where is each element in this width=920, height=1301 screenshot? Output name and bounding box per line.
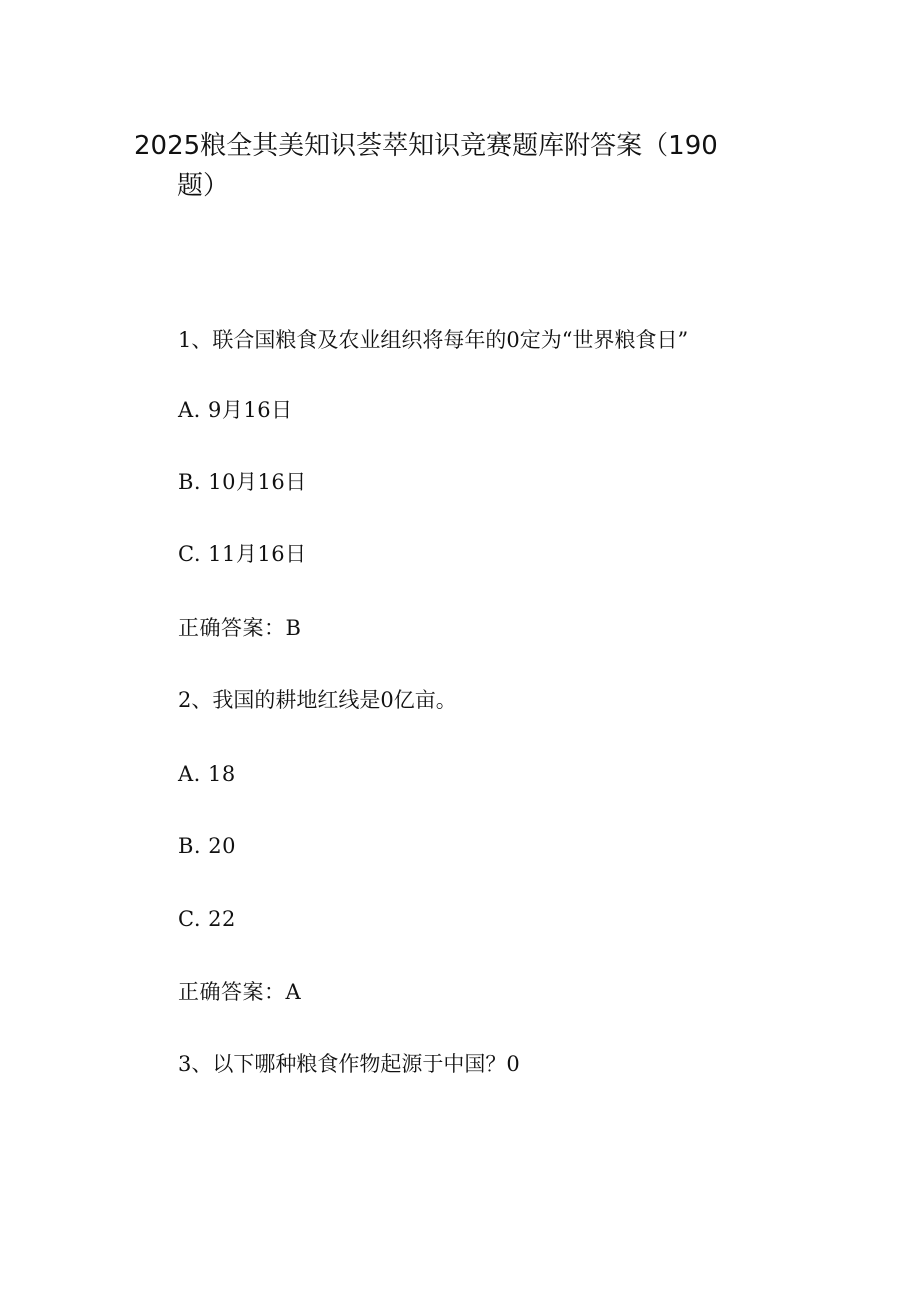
question-2-answer: 正确答案：A [178,980,302,1004]
question-2-option-a: A. 18 [178,762,236,786]
document-title [134,126,734,206]
question-2-option-b: B. 20 [178,834,237,858]
question-1-option-a: A. 9月16日 [178,398,293,422]
question-2-text: 2、我国的耕地红线是0亿亩。 [178,688,457,712]
question-1-option-c: C. 11月16日 [178,542,307,566]
question-1-answer: 正确答案：B [178,616,302,640]
question-3-text: 3、以下哪种粮食作物起源于中国？0 [178,1052,520,1076]
question-2-option-c: C. 22 [178,907,236,931]
question-1-option-b: B. 10月16日 [178,470,307,494]
title-line-2: 题） [177,171,230,201]
title-line-1: 2025粮全其美知识荟萃知识竞赛题库附答案（190 [134,131,718,161]
question-1-text: 1、联合国粮食及农业组织将每年的0定为“世界粮食日” [178,328,689,352]
